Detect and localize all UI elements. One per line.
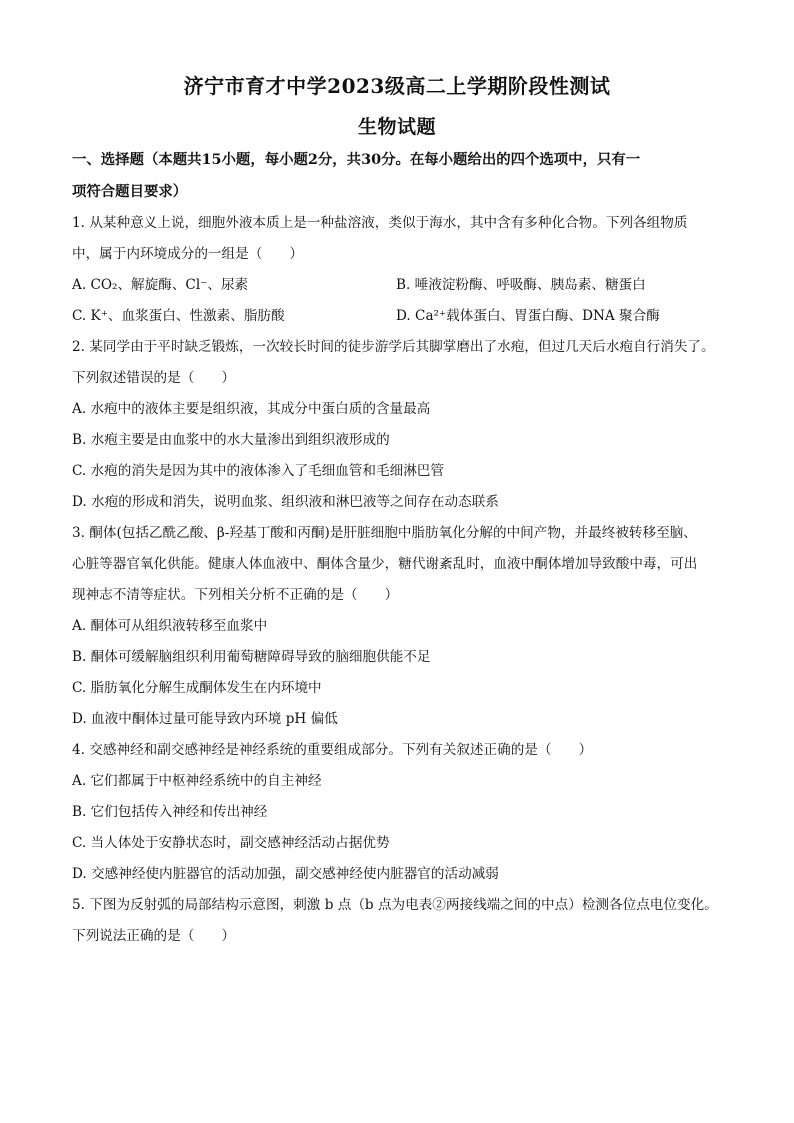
q5-stem: 5. 下图为反射弧的局部结构示意图，刺激 b 点（b 点为电表②两接线端之间的中点）检测各位点电位变化。 [72, 897, 718, 913]
q1-stem: 1. 从某种意义上说，细胞外液本质上是一种盐溶液，类似于海水，其中含有多种化合物。下列各组物质 [72, 215, 688, 231]
q1-option-c: C. K⁺、血浆蛋白、性激素、脂肪酸 [72, 308, 285, 324]
q3-option-a: A. 酮体可从组织液转移至血浆中 [72, 618, 268, 634]
q1-stem-cont: 中，属于内环境成分的一组是（ ） [72, 246, 304, 262]
q2-option-d: D. 水疱的形成和消失，说明血浆、组织液和淋巴液等之间存在动态联系 [72, 494, 499, 510]
q3-stem: 3. 酮体(包括乙酰乙酸、β-羟基丁酸和丙酮)是肝脏细胞中脂肪氧化分解的中间产物，并最终被转移至脑、 [72, 525, 697, 541]
q4-option-d: D. 交感神经使内脏器官的活动加强，副交感神经使内脏器官的活动减弱 [72, 866, 499, 882]
q4-option-c: C. 当人体处于安静状态时，副交感神经活动占据优势 [72, 835, 390, 851]
q2-stem-cont: 下列叙述错误的是（ ） [72, 370, 236, 386]
q4-option-b: B. 它们包括传入神经和传出神经 [72, 804, 268, 820]
q3-option-d: D. 血液中酮体过量可能导致内环境 pH 偏低 [72, 711, 338, 727]
q2-stem: 2. 某同学由于平时缺乏锻炼，一次较长时间的徒步游学后其脚掌磨出了水疱，但过几天后水疱自行消失了。 [72, 339, 715, 355]
q3-stem-cont2: 现神志不清等症状。下列相关分析不正确的是（ ） [72, 587, 399, 603]
q2-option-a: A. 水疱中的液体主要是组织液，其成分中蛋白质的含量最高 [72, 401, 431, 417]
section-heading-cont: 项符合题目要求） [72, 183, 188, 200]
q1-option-d: D. Ca²⁺载体蛋白、胃蛋白酶、DNA 聚合酶 [396, 308, 660, 324]
section-heading: 一、选择题（本题共15小题，每小题2分，共30分。在每小题给出的四个选项中，只有一 [72, 151, 641, 168]
q5-stem-cont: 下列说法正确的是（ ） [72, 928, 236, 944]
q4-stem: 4. 交感神经和副交感神经是神经系统的重要组成部分。下列有关叙述正确的是（ ） [72, 742, 593, 758]
q1-option-b: B. 唾液淀粉酶、呼吸酶、胰岛素、糖蛋白 [396, 277, 646, 293]
q2-option-b: B. 水疱主要是由血浆中的水大量渗出到组织液形成的 [72, 432, 390, 448]
q4-option-a: A. 它们都属于中枢神经系统中的自主神经 [72, 773, 322, 789]
q3-option-c: C. 脂肪氧化分解生成酮体发生在内环境中 [72, 680, 322, 696]
q3-stem-cont1: 心脏等器官氧化供能。健康人体血液中、酮体含量少，糖代谢紊乱时，血液中酮体增加导致酸中毒，可出 [72, 556, 698, 572]
exam-subject: 生物试题 [357, 116, 436, 138]
exam-title: 济宁市育才中学2023级高二上学期阶段性测试 [183, 74, 611, 98]
q2-option-c: C. 水疱的消失是因为其中的液体渗入了毛细血管和毛细淋巴管 [72, 463, 444, 479]
q3-option-b: B. 酮体可缓解脑组织利用葡萄糖障碍导致的脑细胞供能不足 [72, 649, 431, 665]
q1-option-a: A. CO₂、解旋酶、Cl⁻、尿素 [72, 277, 249, 293]
